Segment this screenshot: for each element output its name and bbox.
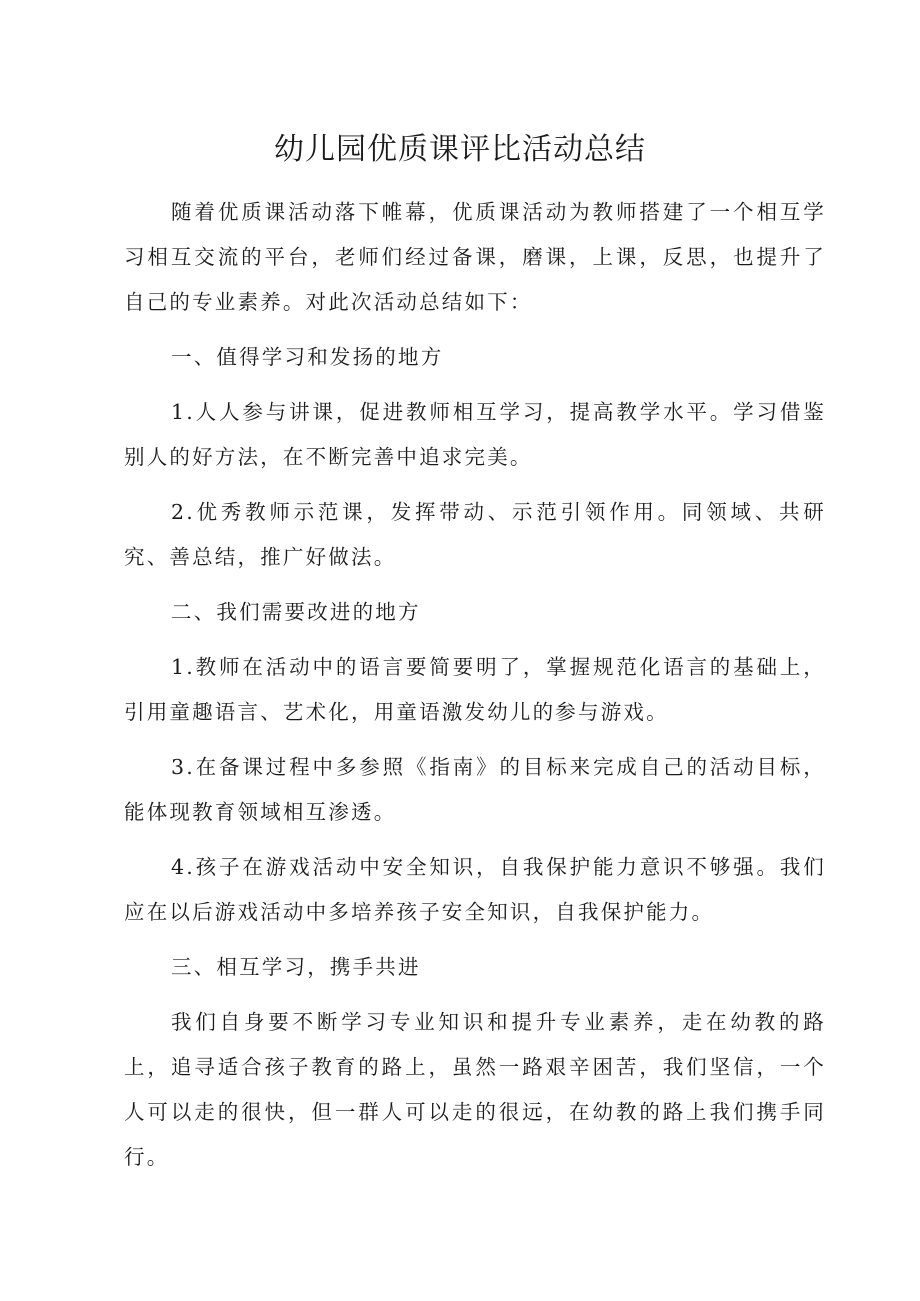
section-heading-2: 二、我们需要改进的地方 bbox=[171, 600, 421, 624]
section-heading-3: 三、相互学习，携手共进 bbox=[171, 955, 421, 979]
section-1-item-2: 2.优秀教师示范课，发挥带动、示范引领作用。同领域、共研究、善总结，推广好做法。 bbox=[124, 500, 826, 569]
document-title: 幼儿园优质课评比活动总结 bbox=[274, 132, 646, 167]
section-2-item-4: 4.孩子在游戏活动中安全知识，自我保护能力意识不够强。我们应在以后游戏活动中多培养孩子安全知识，自我保护能力。 bbox=[124, 855, 826, 924]
section-2-item-1: 1.教师在活动中的语言要简要明了，掌握规范化语言的基础上，引用童趣语言、艺术化，用童语激发幼儿的参与游戏。 bbox=[124, 655, 826, 724]
closing-paragraph: 我们自身要不断学习专业知识和提升专业素养，走在幼教的路上，追寻适合孩子教育的路上，虽然一路艰辛困苦，我们坚信，一个人可以走的很快，但一群人可以走的很远，在幼教的路上我们携手同行。 bbox=[124, 1010, 826, 1169]
intro-paragraph: 随着优质课活动落下帷幕，优质课活动为教师搭建了一个相互学习相互交流的平台，老师们经过备课，磨课，上课，反思，也提升了自己的专业素养。对此次活动总结如下： bbox=[124, 200, 826, 314]
section-heading-1: 一、值得学习和发扬的地方 bbox=[171, 345, 444, 369]
section-1-item-1: 1.人人参与讲课，促进教师相互学习，提高教学水平。学习借鉴别人的好方法，在不断完善中追求完美。 bbox=[124, 400, 826, 469]
document-body bbox=[124, 190, 826, 1190]
section-2-item-3: 3.在备课过程中多参照《指南》的目标来完成自己的活动目标，能体现教育领域相互渗透。 bbox=[124, 755, 826, 824]
